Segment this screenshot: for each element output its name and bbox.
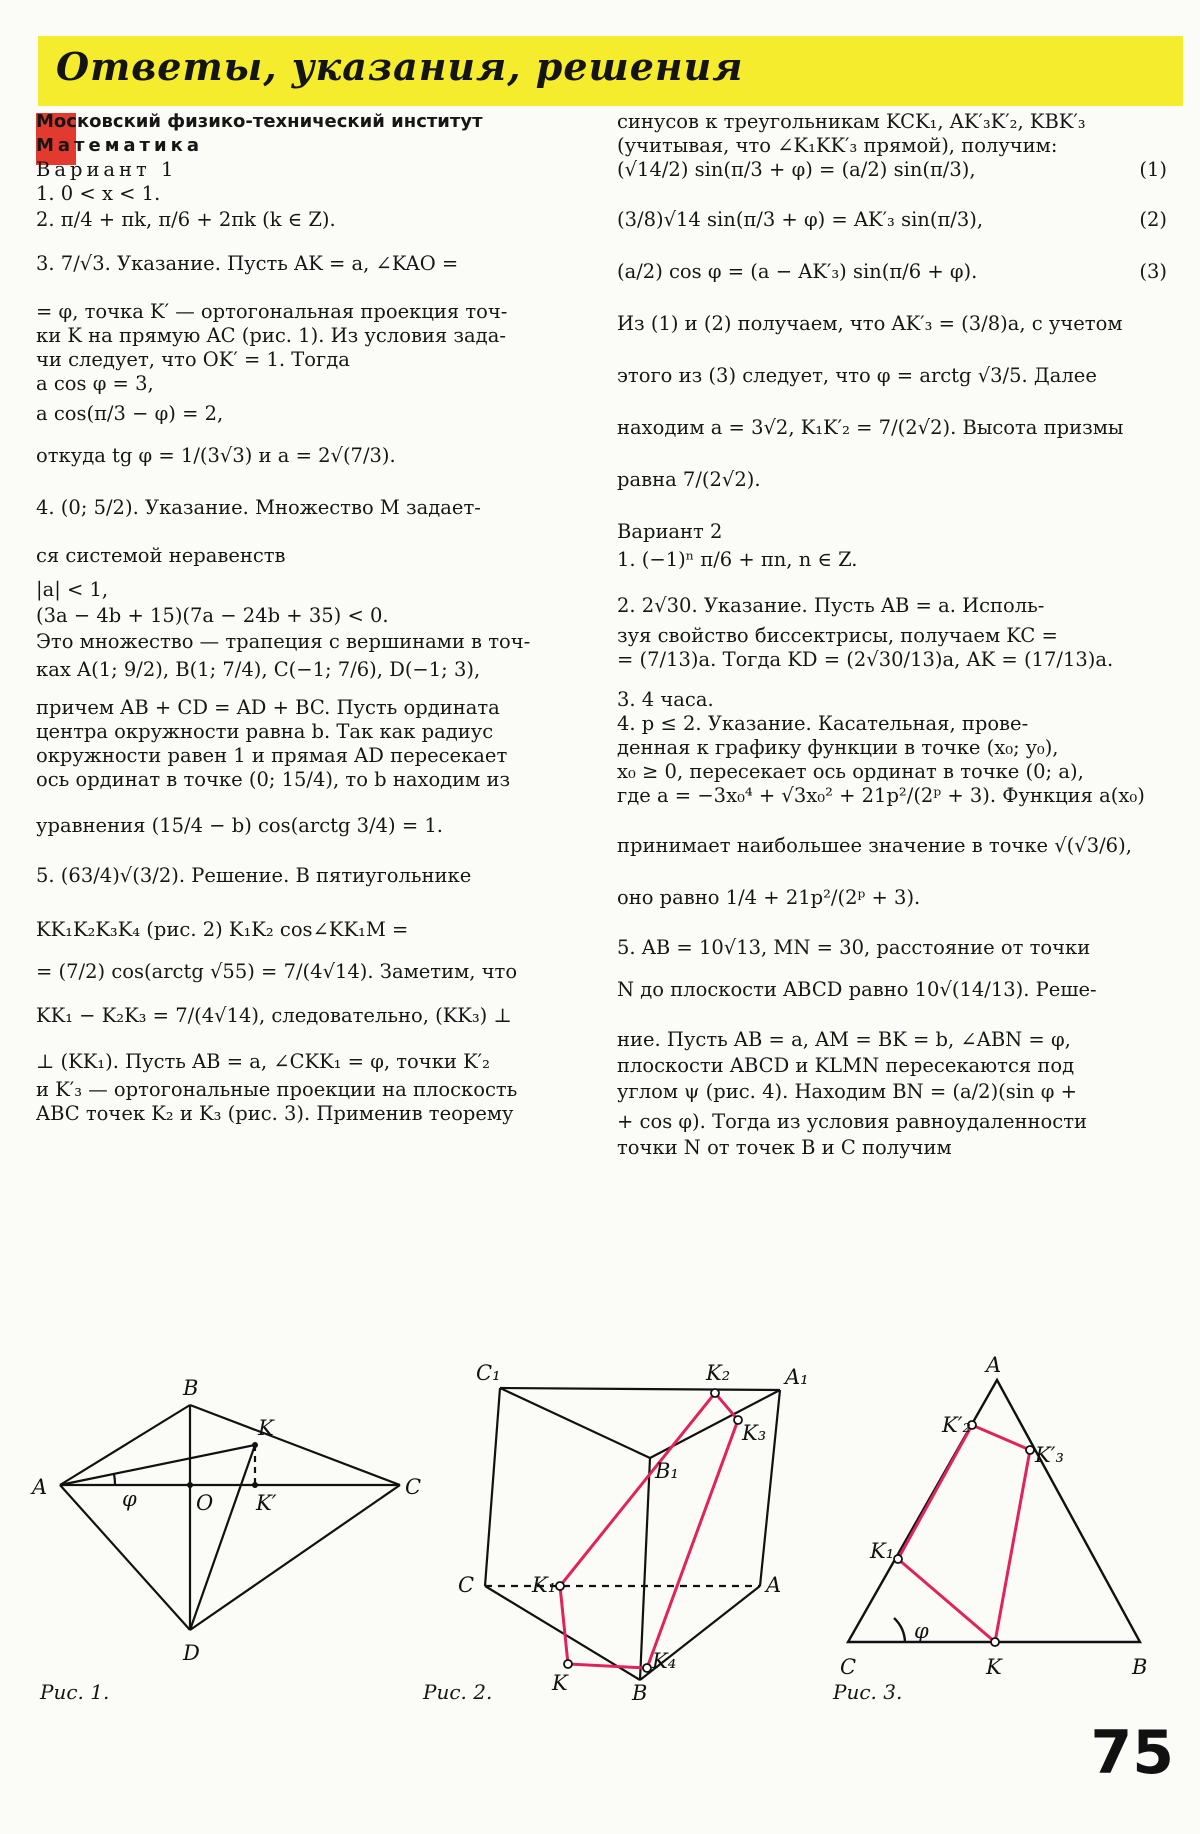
- page-number: 75: [1090, 1718, 1174, 1788]
- left-line: чи следует, что OK′ = 1. Тогда: [36, 348, 350, 371]
- right-line-text: 2. 2√30. Указание. Пусть AB = a. Исполь-: [617, 594, 1045, 617]
- right-line-text: зуя свойство биссектрисы, получаем KC =: [617, 624, 1058, 647]
- header-banner: [38, 36, 1183, 106]
- right-line-text: x₀ ≥ 0, пересекает ось ординат в точке (0; a),: [617, 760, 1084, 783]
- left-column: [36, 110, 581, 1126]
- left-line: Московский физико-технический институт: [36, 111, 483, 132]
- right-line-text: принимает наибольшее значение в точке √(√3/6),: [617, 834, 1132, 857]
- right-line: [617, 312, 1167, 364]
- left-line: откуда tg φ = 1/(3√3) и a = 2√(7/3).: [36, 444, 396, 467]
- left-line: (3a − 4b + 15)(7a − 24b + 35) < 0.: [36, 604, 389, 627]
- left-line: Вариант 1: [36, 158, 178, 181]
- figure-label: D: [183, 1641, 200, 1665]
- left-line: 5. (63/4)√(3/2). Решение. В пятиугольнике: [36, 864, 472, 887]
- right-line: [617, 1054, 1167, 1080]
- figure-1: [30, 1370, 440, 1680]
- right-line: [617, 688, 1167, 712]
- right-line: [617, 736, 1167, 760]
- right-line-text: оно равно 1/4 + 21p²/(2ᵖ + 3).: [617, 886, 921, 909]
- right-line: [617, 712, 1167, 736]
- figure-label: B: [183, 1376, 199, 1400]
- right-line: [617, 978, 1167, 1028]
- left-line: ках A(1; 9/2), B(1; 7/4), C(−1; 7/6), D(−1; 3),: [36, 658, 481, 681]
- left-line: ось ординат в точке (0; 15/4), то b находим из: [36, 768, 511, 791]
- left-line: 4. (0; 5/2). Указание. Множество M задает-: [36, 496, 481, 519]
- left-line: причем AB + CD = AD + BC. Пусть ордината: [36, 696, 500, 719]
- figure-label: φ: [122, 1487, 137, 1511]
- figure-label: K₂: [706, 1361, 731, 1385]
- left-line: ⊥ (KK₁). Пусть AB = a, ∠CKK₁ = φ, точки K′₂: [36, 1050, 490, 1073]
- left-line: 3. 7/√3. Указание. Пусть AK = a, ∠KAO =: [36, 252, 459, 275]
- fig1-angle: [114, 1474, 115, 1485]
- right-line: [617, 886, 1167, 936]
- figure-label: K′₂: [942, 1413, 971, 1437]
- left-line: 1. 0 < x < 1.: [36, 182, 161, 205]
- figure-label: K₃: [742, 1421, 767, 1445]
- right-line-text: 5. AB = 10√13, MN = 30, расстояние от точки: [617, 936, 1091, 959]
- figure-label: K: [552, 1671, 568, 1695]
- figure-label: K: [258, 1416, 274, 1440]
- fig1-AB: [60, 1405, 190, 1485]
- figure-2-caption: Рис. 2.: [423, 1680, 493, 1704]
- right-line-text: углом ψ (рис. 4). Находим BN = (a/2)(sin φ +: [617, 1080, 1077, 1103]
- figure-label: K′₃: [1035, 1443, 1064, 1467]
- right-line-text: 3. 4 часа.: [617, 688, 714, 711]
- right-line: [617, 936, 1167, 978]
- figure-label: A: [32, 1475, 48, 1499]
- right-line: [617, 1080, 1167, 1110]
- fig1-KD: [190, 1445, 255, 1630]
- right-line-text: этого из (3) следует, что φ = arctg √3/5. Далее: [617, 364, 1097, 387]
- figure-label: K′: [256, 1491, 277, 1515]
- left-line: Математика: [36, 135, 203, 156]
- right-line-text: 4. p ≤ 2. Указание. Касательная, прове-: [617, 712, 1029, 735]
- right-line: [617, 468, 1167, 520]
- right-line-text: Вариант 2: [617, 520, 723, 543]
- right-line-text: (a/2) cos φ = (a − AK′₃) sin(π/6 + φ).: [617, 260, 978, 283]
- left-line: ки K на прямую AC (рис. 1). Из условия зада-: [36, 324, 506, 347]
- equation-number: (2): [1139, 208, 1167, 231]
- right-line-text: Из (1) и (2) получаем, что AK′₃ = (3/8)a, с учетом: [617, 312, 1123, 335]
- figure-label: B: [632, 1681, 648, 1700]
- right-line: [617, 416, 1167, 468]
- figure-3: [830, 1350, 1170, 1700]
- figure-label: C: [405, 1475, 422, 1499]
- right-line: [617, 624, 1167, 648]
- left-line: KK₁K₂K₃K₄ (рис. 2) K₁K₂ cos∠KK₁M =: [36, 918, 409, 941]
- right-line-text: ние. Пусть AB = a, AM = BK = b, ∠ABN = φ,: [617, 1028, 1071, 1051]
- left-line: a cos φ = 3,: [36, 372, 154, 395]
- figure-label: K₁: [870, 1539, 895, 1563]
- equation-number: (1): [1139, 158, 1167, 181]
- right-line: [617, 260, 1167, 312]
- right-line-text: 1. (−1)ⁿ π/6 + πn, n ∈ Z.: [617, 548, 858, 571]
- right-line: [617, 134, 1167, 158]
- right-line-text: плоскости ABCD и KLMN пересекаются под: [617, 1054, 1075, 1077]
- left-line: ABC точек K₂ и K₃ (рис. 3). Применив теорему: [36, 1102, 514, 1125]
- left-line: a cos(π/3 − φ) = 2,: [36, 402, 224, 425]
- right-line: [617, 110, 1167, 134]
- left-line: Это множество — трапеция с вершинами в точ-: [36, 630, 531, 653]
- right-line-text: (3/8)√14 sin(π/3 + φ) = AK′₃ sin(π/3),: [617, 208, 984, 231]
- figure-label: O: [196, 1491, 214, 1515]
- right-line: [617, 834, 1167, 886]
- figure-2: [440, 1350, 820, 1700]
- right-line: [617, 1110, 1167, 1136]
- figure-label: B₁: [655, 1459, 679, 1483]
- right-line: [617, 784, 1167, 834]
- right-line-text: + cos φ). Тогда из условия равноудаленности: [617, 1110, 1087, 1133]
- right-line: [617, 208, 1167, 260]
- right-line-text: синусов к треугольникам KCK₁, AK′₃K′₂, KBK′₃: [617, 110, 1086, 133]
- right-line-text: (учитывая, что ∠K₁KK′₃ прямой), получим:: [617, 134, 1058, 157]
- right-line: [617, 548, 1167, 594]
- figure-label: K₁: [532, 1573, 557, 1597]
- right-line-text: точки N от точек B и C получим: [617, 1136, 952, 1159]
- left-line: 2. π/4 + πk, π/6 + 2πk (k ∈ Z).: [36, 208, 336, 231]
- figure-3-caption: Рис. 3.: [833, 1680, 903, 1704]
- figure-1-caption: Рис. 1.: [40, 1680, 110, 1704]
- left-line: центра окружности равна b. Так как радиус: [36, 720, 494, 743]
- right-line-text: (√14/2) sin(π/3 + φ) = (a/2) sin(π/3),: [617, 158, 976, 181]
- figure-label: A₁: [785, 1365, 809, 1389]
- left-line: = (7/2) cos(arctg √55) = 7/(4√14). Заметим, что: [36, 960, 518, 983]
- right-line: [617, 364, 1167, 416]
- fig1-BC: [190, 1405, 400, 1485]
- figure-label: K₄: [652, 1649, 677, 1673]
- right-line-text: где a = −3x₀⁴ + √3x₀² + 21p²/(2ᵖ + 3). Функция a(x₀): [617, 784, 1145, 807]
- fig1-CD: [190, 1485, 400, 1630]
- left-line: = φ, точка K′ — ортогональная проекция точ-: [36, 300, 508, 323]
- right-line-text: равна 7/(2√2).: [617, 468, 761, 491]
- right-line: [617, 1028, 1167, 1054]
- header-title: Ответы, указания, решения: [56, 44, 744, 89]
- fig1-AK: [60, 1445, 255, 1485]
- left-line: KK₁ − K₂K₃ = 7/(4√14), следовательно, (KK₃) ⊥: [36, 1004, 512, 1027]
- right-line-text: = (7/13)a. Тогда KD = (2√30/13)a, AK = (17/13)a.: [617, 648, 1114, 671]
- figure-label: A: [766, 1573, 782, 1597]
- figure-label: φ: [914, 1619, 929, 1643]
- right-line: [617, 158, 1167, 208]
- figure-label: A: [986, 1353, 1002, 1377]
- right-column: [617, 110, 1167, 1160]
- right-line-text: N до плоскости ABCD равно 10√(14/13). Реше-: [617, 978, 1097, 1001]
- left-line: |a| < 1,: [36, 578, 109, 601]
- right-line: [617, 1136, 1167, 1160]
- left-line: уравнения (15/4 − b) cos(arctg 3/4) = 1.: [36, 814, 444, 837]
- left-line: ся системой неравенств: [36, 544, 286, 567]
- left-line: окружности равен 1 и прямая AD пересекает: [36, 744, 508, 767]
- figure-label: B: [1132, 1655, 1148, 1679]
- right-line: [617, 760, 1167, 784]
- right-line: [617, 594, 1167, 624]
- right-line-text: денная к графику функции в точке (x₀; y₀),: [617, 736, 1059, 759]
- right-line: [617, 520, 1167, 548]
- figure-label: C: [840, 1655, 857, 1679]
- right-line-text: находим a = 3√2, K₁K′₂ = 7/(2√2). Высота призмы: [617, 416, 1124, 439]
- right-line: [617, 648, 1167, 688]
- figure-label: C: [458, 1573, 475, 1597]
- figure-label: K: [986, 1655, 1002, 1679]
- equation-number: (3): [1139, 260, 1167, 283]
- left-line: и K′₃ — ортогональные проекции на плоскость: [36, 1078, 518, 1101]
- figure-label: C₁: [476, 1361, 501, 1385]
